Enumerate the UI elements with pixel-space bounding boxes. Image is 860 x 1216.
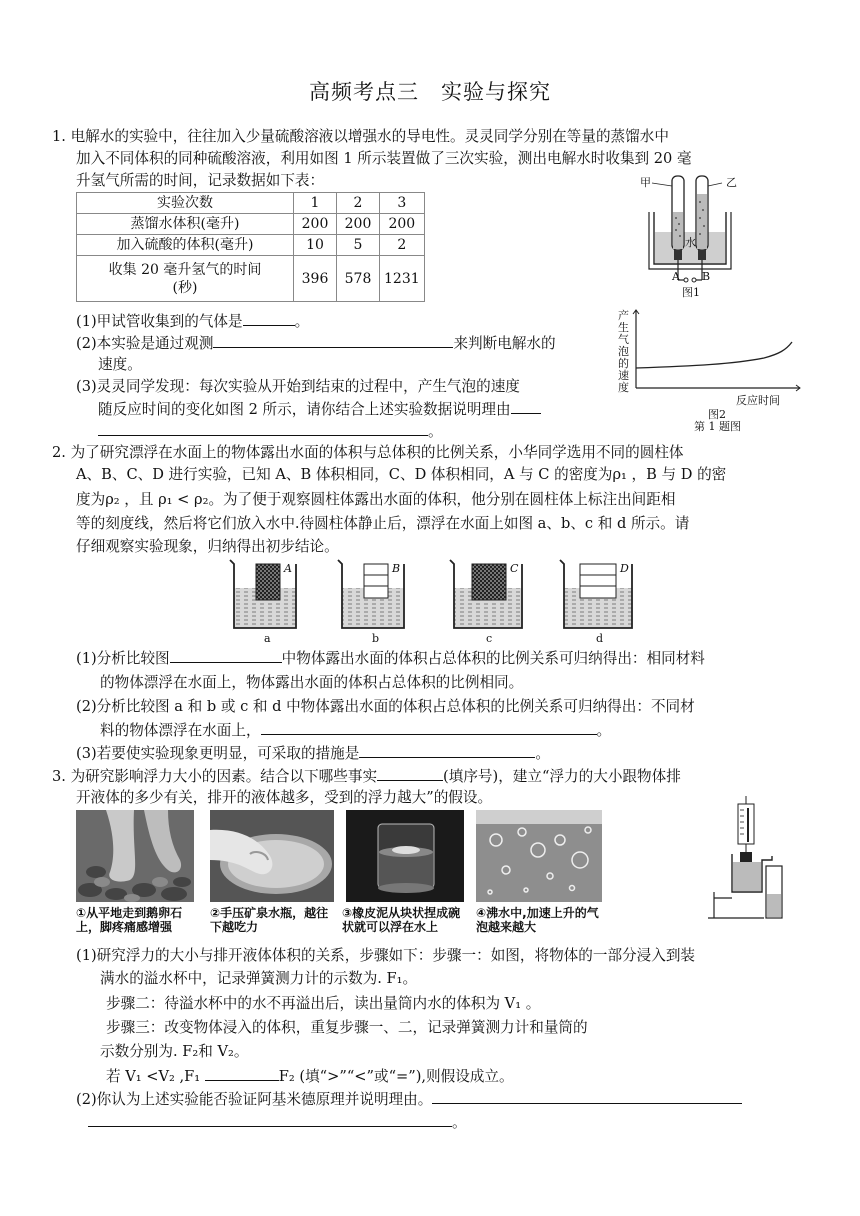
photo-feet-on-pebbles bbox=[76, 810, 194, 902]
q2-stem-line1: 2. 为了研究漂浮在水面上的物体露出水面的体积与总体积的比例关系，小华同学选用不同的圆柱体 bbox=[52, 444, 684, 461]
q1-sub3-cont-text: 随反应时间的变化如图 2 所示，请你结合上述实验数据说明理由 bbox=[98, 401, 511, 418]
q1-sub2 bbox=[76, 333, 556, 354]
q2-sub3 bbox=[76, 743, 550, 764]
beaker-d-caption: d bbox=[596, 632, 604, 645]
q1-sub3: (3)灵灵同学发现：每次实验从开始到结束的过程中，产生气泡的速度 bbox=[76, 378, 520, 395]
table-cell: 3 bbox=[380, 193, 425, 214]
q1-sub2-end: 来判断电解水的 bbox=[453, 335, 556, 352]
table-cell: 578 bbox=[337, 256, 380, 302]
table-cell bbox=[77, 256, 294, 302]
q3-stem-a: 3. 为研究影响浮力大小的因素。结合以下哪些事实 bbox=[52, 768, 378, 785]
table-cell: 200 bbox=[337, 214, 380, 235]
table-cell: 396 bbox=[294, 256, 337, 302]
beaker-d-letter: D bbox=[620, 562, 629, 575]
answer-blank[interactable] bbox=[359, 743, 535, 758]
beaker-a-letter: A bbox=[284, 562, 292, 575]
table-row bbox=[77, 256, 425, 302]
q1-sub2-cont: 速度。 bbox=[98, 356, 142, 373]
q3-sub2 bbox=[76, 1089, 742, 1110]
beaker-a-caption: a bbox=[264, 632, 271, 645]
table-cell: 5 bbox=[337, 235, 380, 256]
q2-sub1-text: (1)分析比较图 bbox=[76, 650, 170, 667]
beaker-b-caption: b bbox=[372, 632, 380, 645]
photo-hand-pressing-bottle bbox=[210, 810, 334, 902]
q3-sub2-text: (2)你认为上述实验能否验证阿基米德原理并说明理由。 bbox=[76, 1091, 433, 1108]
spring-scale-overflow-cup-diagram bbox=[706, 796, 792, 922]
answer-blank[interactable] bbox=[261, 720, 597, 735]
photo-2-caption: ②手压矿泉水瓶，越往下越吃力 bbox=[210, 906, 329, 934]
q2-sub1-end: 中物体露出水面的体积占总体积的比例关系可归纳得出：相同材料 bbox=[281, 650, 705, 667]
answer-blank[interactable] bbox=[511, 399, 541, 414]
q3-sub2-end: 。 bbox=[452, 1114, 467, 1131]
q3-stem-line1 bbox=[52, 766, 681, 787]
beaker-c-letter: C bbox=[510, 562, 519, 575]
q3-sub1-line2: 满水的溢水杯中，记录弹簧测力计的示数为. F₁。 bbox=[100, 970, 418, 987]
q3-sub2-line2 bbox=[88, 1112, 467, 1133]
q3-condition-b: F₂ (填“>”“<”或“=”),则假设成立。 bbox=[278, 1068, 514, 1085]
photo-2-bottle bbox=[210, 810, 334, 902]
table-cell: 加入硫酸的体积(毫升) bbox=[77, 235, 294, 256]
table-cell-line: 收集 20 毫升氢气的时间 bbox=[108, 261, 262, 278]
q2-sub2: (2)分析比较图 a 和 b 或 c 和 d 中物体露出水面的体积占总体积的比例关系可归纳得出：不同材 bbox=[76, 698, 695, 715]
photo-3-caption: ③橡皮泥从块状捏成碗状就可以浮在水上 bbox=[342, 906, 461, 934]
photo-4-caption: ④沸水中,加速上升的气泡越来越大 bbox=[476, 906, 599, 934]
q1-stem-line1: 1. 电解水的实验中，往往加入少量硫酸溶液以增强水的导电性。灵灵同学分别在等量的蒸馏水中 bbox=[52, 128, 669, 145]
fig2-xlabel: 反应时间 bbox=[736, 394, 780, 407]
answer-blank[interactable] bbox=[432, 1089, 742, 1104]
figure-caption: 第 1 题图 bbox=[694, 420, 741, 433]
answer-blank[interactable] bbox=[243, 311, 295, 326]
fig1-label-b: B bbox=[702, 270, 711, 283]
q1-stem-line3: 升氢气所需的时间，记录数据如下表： bbox=[76, 172, 325, 189]
table-cell: 2 bbox=[337, 193, 380, 214]
fig1-label-yi: 乙 bbox=[726, 176, 737, 189]
photo-boiling-water-bubbles bbox=[476, 810, 602, 902]
answer-blank[interactable] bbox=[98, 421, 428, 436]
answer-blank[interactable] bbox=[170, 648, 282, 663]
q3-step3-line1: 步骤三：改变物体浸入的体积，重复步骤一、二，记录弹簧测力计和量筒的 bbox=[106, 1019, 588, 1036]
q1-sub3-line2 bbox=[98, 421, 443, 442]
answer-blank[interactable] bbox=[377, 766, 443, 781]
fig2-ylabel: 产生气泡的速度 bbox=[618, 309, 629, 394]
table-cell: 200 bbox=[294, 214, 337, 235]
q2-stem-line3: 度为ρ₂ ，且 ρ₁ < ρ₂。为了便于观察圆柱体露出水面的体积，他分别在圆柱体上标注出间距相 bbox=[76, 491, 676, 508]
table-cell: 1231 bbox=[380, 256, 425, 302]
photo-3-clay bbox=[346, 810, 464, 902]
q1-sub3-end: 。 bbox=[428, 423, 443, 440]
table-cell: 10 bbox=[294, 235, 337, 256]
answer-blank[interactable] bbox=[88, 1112, 452, 1127]
q3-stem-line2: 开液体的多少有关，排开的液体越多，受到的浮力越大”的假设。 bbox=[76, 789, 493, 806]
photo-4-bubbles bbox=[476, 810, 602, 902]
fig2-caption: 图2 bbox=[708, 408, 726, 421]
photo-1-pebbles bbox=[76, 810, 194, 902]
table-cell: 实验次数 bbox=[77, 193, 294, 214]
fig1-label-water: 水 bbox=[685, 236, 696, 249]
q3-condition-a: 若 V₁ <V₂ ,F₁ bbox=[106, 1068, 205, 1085]
bubble-rate-graph bbox=[614, 306, 804, 406]
q3-stem-b: (填序号)，建立“浮力的大小跟物体排 bbox=[443, 768, 681, 785]
q2-sub1 bbox=[76, 648, 705, 669]
q3-condition bbox=[106, 1066, 514, 1087]
q1-sub2-text: (2)本实验是通过观测 bbox=[76, 335, 214, 352]
table-cell: 200 bbox=[380, 214, 425, 235]
beaker-c-caption: c bbox=[486, 632, 493, 645]
table-row bbox=[77, 193, 425, 214]
q1-sub1-end: 。 bbox=[294, 313, 310, 330]
table-row bbox=[77, 214, 425, 235]
photo-plasticine-bowl-floating bbox=[346, 810, 464, 902]
q2-sub2-cont bbox=[100, 720, 611, 741]
q3-apparatus-figure bbox=[706, 796, 792, 922]
photo-1-caption: ①从平地走到鹅卵石上，脚疼痛感增强 bbox=[76, 906, 183, 934]
q1-figure2 bbox=[614, 306, 804, 433]
fig1-caption: 图1 bbox=[682, 286, 700, 299]
q3-step2: 步骤二：待溢水杯中的水不再溢出后，读出量筒内水的体积为 V₁ 。 bbox=[106, 995, 541, 1012]
table-cell-line: (秒) bbox=[172, 279, 198, 296]
q1-sub1 bbox=[76, 311, 309, 332]
q2-stem-line4: 等的刻度线，然后将它们放入水中.待圆柱体静止后，漂浮在水面上如图 a、b、c 和 d 所示。请 bbox=[76, 515, 690, 532]
q2-sub2-cont-text: 料的物体漂浮在水面上， bbox=[100, 722, 261, 739]
q1-stem-line2: 加入不同体积的同种硫酸溶液，利用如图 1 所示装置做了三次实验，测出电解水时收集到 20 毫 bbox=[76, 150, 692, 167]
q1-data-table bbox=[76, 192, 425, 302]
table-cell: 2 bbox=[380, 235, 425, 256]
page-title: 高频考点三 实验与探究 bbox=[309, 80, 551, 104]
q2-beakers-figure bbox=[228, 558, 648, 646]
q3-step3-line2: 示数分别为. F₂和 V₂。 bbox=[100, 1043, 249, 1060]
q2-stem-line5: 仔细观察实验现象，归纳得出初步结论。 bbox=[76, 538, 339, 555]
q1-sub1-text: (1)甲试管收集到的气体是 bbox=[76, 313, 243, 330]
q2-stem-line2: A、B、C、D 进行实验，已知 A、B 体积相同，C、D 体积相同，A 与 C 的密度为ρ₁ ，B 与 D 的密 bbox=[76, 466, 727, 483]
fig1-label-a: A bbox=[672, 270, 680, 283]
table-cell: 蒸馏水体积(毫升) bbox=[77, 214, 294, 235]
q1-sub3-cont bbox=[98, 399, 541, 420]
q3-sub1-line1: (1)研究浮力的大小与排开液体体积的关系，步骤如下：步骤一：如图，将物体的一部分浸入到装 bbox=[76, 947, 696, 964]
table-cell: 1 bbox=[294, 193, 337, 214]
q2-sub3-end: 。 bbox=[535, 745, 550, 762]
q2-sub1-cont: 的物体漂浮在水面上，物体露出水面的体积占总体积的比例相同。 bbox=[100, 674, 524, 691]
table-row bbox=[77, 235, 425, 256]
fig1-label-jia: 甲 bbox=[640, 176, 651, 189]
q2-sub2-end: 。 bbox=[596, 722, 612, 739]
beaker-b-letter: B bbox=[392, 562, 401, 575]
answer-blank[interactable] bbox=[213, 333, 453, 348]
answer-blank[interactable] bbox=[205, 1066, 279, 1081]
q2-sub3-text: (3)若要使实验现象更明显，可采取的措施是 bbox=[76, 745, 360, 762]
q1-figure1 bbox=[640, 172, 740, 300]
